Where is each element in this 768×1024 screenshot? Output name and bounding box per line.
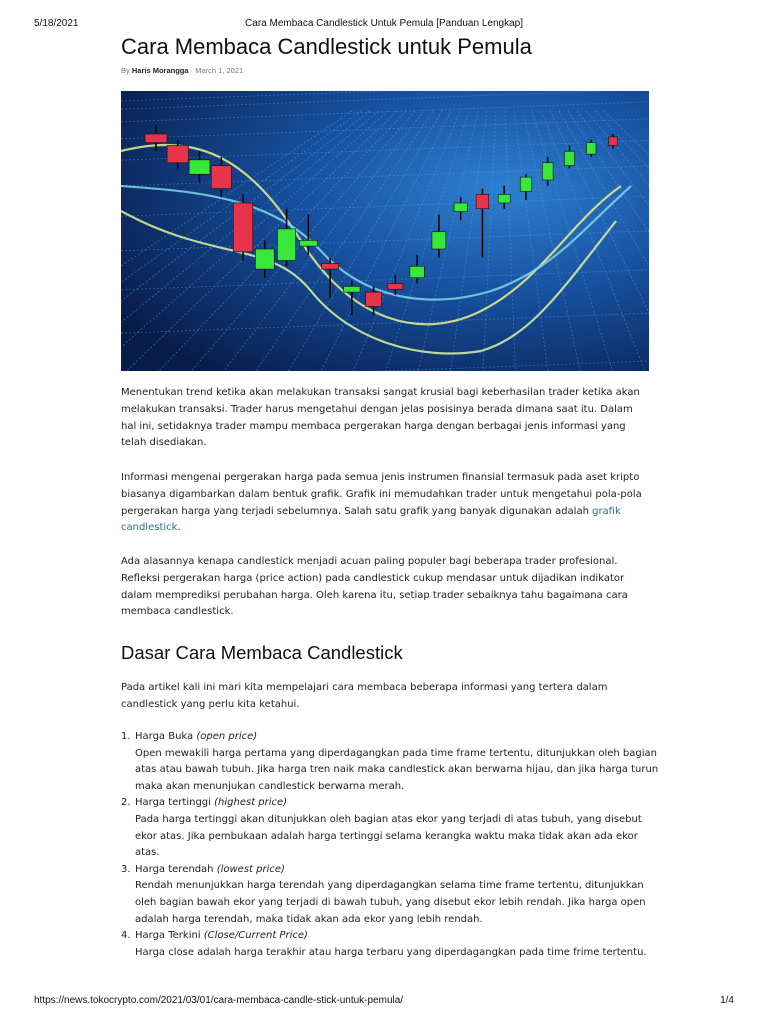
list-label: Harga terendah	[135, 863, 217, 875]
list-item-heading	[121, 928, 661, 945]
list-item	[121, 795, 661, 861]
candle-body	[300, 240, 318, 246]
paragraph-end: .	[177, 522, 181, 534]
candle-body	[211, 166, 231, 189]
candle-body	[586, 143, 596, 155]
list-label-term: (highest price)	[214, 797, 288, 809]
paragraph-3-block	[121, 554, 649, 621]
candle-body	[145, 134, 167, 143]
list-item-body: Open mewakili harga pertama yang diperdagangkan pada time frame tertentu, ditunjukkan oleh bagian atas atau bawah tubuh. Jika harga tren naik maka candlestick akan berwarna hijau, dan jika harga turun maka akan menunjukan candlestick berwarna merah.	[135, 747, 659, 792]
list-item-body: Harga close adalah harga terakhir atau harga terbaru yang diperdagangkan pada time frime tertentu.	[135, 946, 647, 958]
candle-body	[255, 249, 274, 269]
list-label: Harga Buka	[135, 731, 197, 742]
section-heading: Dasar Cara Membaca Candlestick	[121, 642, 403, 663]
candle-body	[344, 286, 360, 292]
list-label-term: (lowest price)	[216, 863, 285, 875]
author-link[interactable]: Haris Morangga	[131, 66, 189, 75]
paragraph-1-block	[121, 385, 649, 452]
list-label-term: (Close/Current Price)	[203, 930, 308, 942]
list-number: 4.	[121, 930, 131, 942]
candle-body	[432, 232, 446, 249]
paragraph-2-block	[121, 470, 649, 537]
publish-date: March 1, 2021	[195, 66, 244, 75]
candle-body	[410, 266, 425, 278]
list-item	[121, 862, 661, 928]
price-info-list	[121, 729, 661, 961]
candle-body	[277, 229, 295, 261]
candle-body	[189, 160, 210, 174]
candle-body	[454, 203, 467, 212]
print-doc-title: Cara Membaca Candlestick Untuk Pemula [Panduan Lengkap]	[245, 18, 523, 29]
source-url[interactable]: https://news.tokocrypto.com/2021/03/01/cara-membaca-candle-stick-untuk-pemula/	[34, 995, 404, 1006]
paragraph: Menentukan trend ketika akan melakukan transaksi sangat krusial bagi keberhasilan trader ketika akan melakukan transaksi. Trader harus mengetahui dengan jelas posisinya berada dimana saat itu. Dalam hal ini, setidaknya trader mampu membaca pergerakan harga dengan berbagai jenis informasi yang telah disediakan.	[121, 387, 640, 449]
candle-body	[542, 163, 553, 180]
hero-image	[121, 91, 649, 371]
list-item-heading	[121, 795, 661, 812]
candle-body	[564, 151, 574, 165]
candle-body	[233, 203, 253, 252]
list-item-body: Pada harga tertinggi akan ditunjukkan oleh bagian atas ekor yang terjadi di atas tubuh, yang disebut ekor atas. Jika pembukaan adalah harga tertinggi selama kerangka waktu maka tidak akan ada ekor atas.	[135, 813, 642, 859]
section-intro-block	[121, 680, 649, 714]
candle-body	[167, 146, 188, 163]
byline	[121, 66, 243, 75]
article-title: Cara Membaca Candlestick untuk Pemula	[121, 34, 532, 59]
list-number: 1.	[121, 731, 131, 742]
candle-body	[388, 284, 403, 290]
list-label-term: (open price)	[196, 731, 258, 742]
list-item-heading	[121, 862, 661, 879]
list-label: Harga Terkini	[135, 930, 204, 942]
paragraph: Ada alasannya kenapa candlestick menjadi acuan paling populer bagi beberapa trader profesional. Refleksi pergerakan harga (price action) pada candlestick cukup mendasar untuk dijadikan indikator dalam memprediksi perubahan harga. Oleh karena itu, setiap trader sebaiknya tahu bagaimana cara membaca candlestick.	[121, 556, 628, 618]
candle-body	[476, 194, 489, 208]
byline-prefix: By	[121, 66, 130, 75]
candle-body	[498, 194, 510, 203]
byline-separator: ·	[190, 66, 194, 75]
page-number: 1/4	[720, 995, 734, 1006]
candle-body	[366, 292, 382, 306]
paragraph	[121, 470, 649, 537]
section-intro: Pada artikel kali ini mari kita mempelajari cara membaca beberapa informasi yang tertera dalam candlestick yang perlu kita ketahui.	[121, 682, 608, 710]
candle-body	[609, 137, 618, 146]
list-item	[121, 928, 661, 961]
list-item-heading	[121, 729, 661, 746]
list-number: 3.	[121, 863, 131, 875]
paragraph-text: Informasi mengenai pergerakan harga pada semua jenis instrumen finansial termasuk pada aset kripto biasanya digambarkan dalam bentuk grafik. Grafik ini memudahkan trader untuk mengetahui pola-pola pergerakan harga yang terjadi sebelumnya. Salah satu grafik yang banyak digunakan adalah	[121, 472, 642, 517]
list-number: 2.	[121, 797, 131, 809]
candle-body	[520, 177, 531, 191]
print-date: 5/18/2021	[34, 18, 79, 29]
candlestick-illustration	[121, 91, 649, 371]
list-item-body: Rendah menunjukkan harga terendah yang diperdagangkan selama time frame tertentu, ditunjukkan oleh bagian bawah ekor yang terjadi di bawah tubuh, yang disebut ekor lebih rendah. Jika harga open adalah harga terendah, maka tidak akan ada ekor yang lebih rendah.	[135, 880, 646, 925]
candle-body	[322, 263, 339, 269]
hero-background	[121, 91, 649, 371]
list-label: Harga tertinggi	[135, 797, 215, 809]
list-item	[121, 729, 661, 795]
grafik-candlestick-link[interactable]: grafik candlestick	[121, 505, 621, 534]
